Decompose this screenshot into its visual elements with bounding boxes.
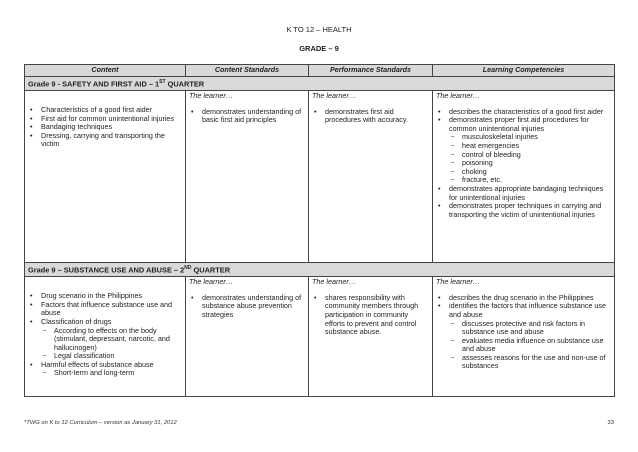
column-header-performance-standards: Performance Standards [309,65,433,77]
sub-competency-item: – discusses protective and risk factors in substance use and abuse [449,320,611,337]
competency-item: • demonstrates appropriate bandaging techniques for unintentional injuries [436,185,611,202]
content-item: • First aid for common unintentional injuries [28,115,182,124]
quarter-ordinal: ST [159,79,166,85]
quarter-title-2 [25,263,615,277]
page-number: 33 [607,420,614,426]
q1-content-cell [25,91,186,263]
competency-item: • describes the drug scenario in the Philippines [436,294,611,303]
learner-label: The learner… [312,91,356,101]
q2-content-standards-cell [186,277,309,397]
quarter-title-suffix: QUARTER [165,79,205,89]
content-item: • Characteristics of a good first aider [28,106,182,115]
competency-text: identifies the factors that influence substance use and abuse [449,301,607,319]
learner-label: The learner… [436,277,480,287]
competency-item [436,116,611,185]
performance-item: • shares responsibility with community members through participation in community efforts to prevent and control substance abuse. [312,294,429,337]
quarter-1-body [25,91,615,263]
q2-competencies-cell [433,277,615,397]
sub-competency-item: – control of bleeding [449,151,611,160]
learner-label: The learner… [312,277,356,287]
footer-note: *TWG on K to 12 Curriculum – version as January 31, 2012 [24,420,177,426]
content-item [28,318,182,361]
sub-competency-item: – assesses reasons for the use and non-use of substances [449,354,611,371]
q1-content-standards-cell [186,91,309,263]
sub-competency-item: – evaluates media influence on substance use and abuse [449,337,611,354]
content-item: • Drug scenario in the Philippines [28,292,182,301]
quarter-title-text: Grade 9 - SAFETY AND FIRST AID – 1 [28,79,160,89]
grade-heading: GRADE – 9 [299,44,339,53]
content-item: • Bandaging techniques [28,123,182,132]
content-text: Classification of drugs [41,316,112,326]
sub-content-item: – According to effects on the body (stimulant, depressant, narcotic, and hallucinogen) [41,327,182,353]
sub-competency-item: – choking [449,168,611,177]
content-item [28,361,182,378]
quarter-2-body [25,277,615,397]
sub-competency-item: – fracture, etc. [449,176,611,185]
column-header-content: Content [25,65,186,77]
document-header: K TO 12 – HEALTH [286,25,352,34]
learner-label: The learner… [189,277,233,287]
sub-competency-item: – poisoning [449,159,611,168]
column-header-learning-competencies: Learning Competencies [433,65,615,77]
quarter-row-1 [25,77,615,91]
quarter-row-2 [25,263,615,277]
column-header-row [25,65,615,77]
sub-competency-item: – musculoskeletal injuries [449,133,611,142]
column-header-content-standards: Content Standards [186,65,309,77]
standard-item: • demonstrates understanding of substance abuse prevention strategies [189,294,305,320]
performance-item: • demonstrates first aid procedures with accuracy. [312,108,429,125]
competency-item: • demonstrates proper techniques in carrying and transporting the victim of unintentional injuries [436,202,611,219]
q2-performance-standards-cell [309,277,433,397]
competency-item: • describes the characteristics of a good first aider [436,108,611,117]
sub-competency-item: – heat emergencies [449,142,611,151]
curriculum-table [24,64,615,397]
quarter-title-text: Grade 9 – SUBSTANCE USE AND ABUSE – 2 [28,265,185,275]
page-footer [24,420,614,426]
standard-item: • demonstrates understanding of basic first aid principles [189,108,305,125]
competency-text: demonstrates proper first aid procedures for common unintentional injuries [449,115,589,133]
learner-label: The learner… [189,91,233,101]
q2-content-cell [25,277,186,397]
sub-content-item: – Legal classification [41,352,182,361]
quarter-title-1 [25,77,615,91]
quarter-ordinal: ND [184,265,192,272]
learner-label: The learner… [436,91,480,101]
sub-content-item: – Short-term and long-term [41,369,182,378]
content-item: • Dressing, carrying and transporting the victim [28,132,182,149]
content-item: • Factors that influence substance use and abuse [28,301,182,318]
quarter-title-suffix: QUARTER [191,265,231,275]
q1-performance-standards-cell [309,91,433,263]
q1-competencies-cell [433,91,615,263]
content-text: Harmful effects of substance abuse [41,359,154,369]
competency-item [436,302,611,371]
